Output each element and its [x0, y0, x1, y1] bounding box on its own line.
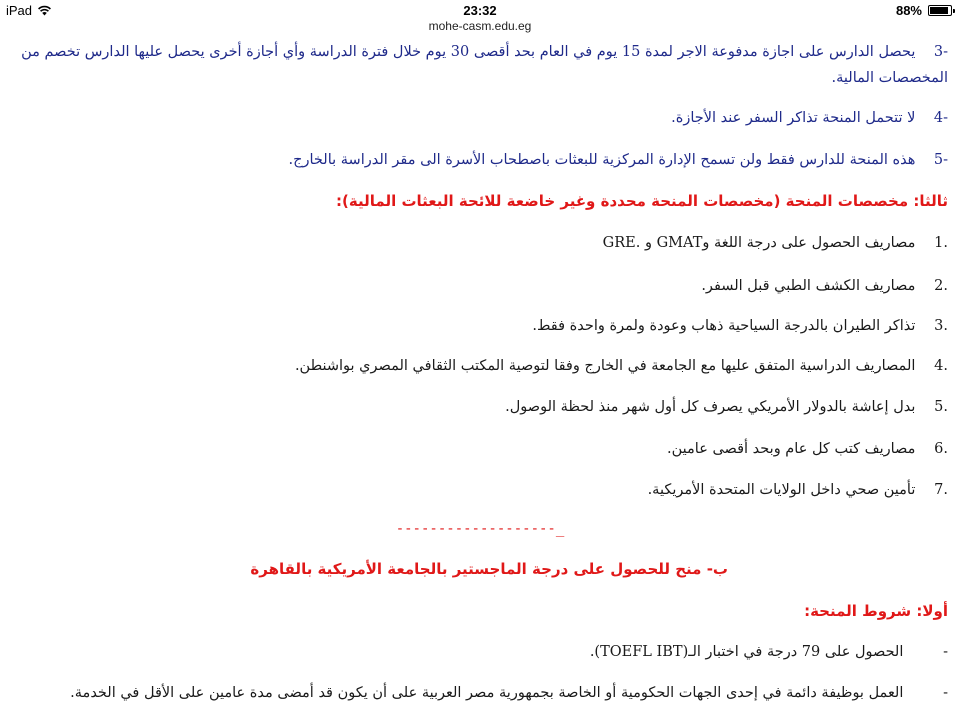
- section-heading: ب- منح للحصول على درجة الماجستير بالجامعة الأمريكية بالقاهرة: [250, 560, 728, 578]
- item-text: مصاريف الكشف الطبي قبل السفر.: [701, 278, 916, 294]
- allowance-item: [701, 273, 948, 299]
- item-text: تأمين صحي داخل الولايات المتحدة الأمريكية.: [647, 482, 916, 498]
- address-bar[interactable]: [0, 19, 960, 37]
- allowance-item: [667, 436, 948, 462]
- item-number: 2.: [934, 278, 948, 294]
- allowance-item: [603, 230, 948, 256]
- allowance-item: [532, 313, 948, 339]
- bullet: -: [943, 644, 948, 660]
- battery-percent: 88%: [895, 3, 922, 18]
- item-text: العمل بوظيفة دائمة في إحدى الجهات الحكومية أو الخاصة بجمهورية مصر العربية على أن يكون قد أمضى مدة عامين على الأقل في الخدمة.: [70, 685, 904, 701]
- item-number: 7.: [934, 482, 948, 498]
- item-number: 3.: [934, 318, 948, 334]
- item-number: 6.: [934, 441, 948, 457]
- device-name: iPad: [6, 3, 33, 18]
- item-text: يحصل الدارس على اجازة مدفوعة الاجر لمدة 15 يوم في العام بحد أقصى 30 يوم خلال فترة الدراسة وأي أجازة أخرى يحصل عليها الدارس تخصم من المخصصات المالية.: [21, 44, 948, 86]
- section-separator: -------------------_: [395, 521, 565, 537]
- item-text: تذاكر الطيران بالدرجة السياحية ذهاب وعودة ولمرة واحدة فقط.: [532, 318, 916, 334]
- item-text: الحصول على 79 درجة في اختبار الـ(TOEFL IBT).: [589, 644, 904, 660]
- list-item: [671, 105, 948, 131]
- status-time: 23:32: [463, 3, 497, 18]
- item-number: 5-: [933, 152, 948, 168]
- battery-icon: [928, 5, 952, 16]
- list-item: [18, 39, 948, 91]
- item-number: 3-: [933, 44, 948, 60]
- document-body: [0, 37, 960, 720]
- allowance-item: [295, 353, 948, 379]
- item-text: مصاريف الحصول على درجة اللغة وGMAT و .GRE: [602, 235, 916, 251]
- item-text: لا تتحمل المنحة تذاكر السفر عند الأجازة.: [671, 110, 916, 126]
- item-text: المصاريف الدراسية المتفق عليها مع الجامعة في الخارج وفقا لتوصية المكتب الثقافي المصري بواشنطن.: [294, 358, 916, 374]
- item-number: 1.: [934, 235, 948, 251]
- list-item: [289, 147, 948, 173]
- condition-item: [590, 639, 948, 665]
- item-text: بدل إعاشة بالدولار الأمريكي يصرف كل أول شهر منذ لحظة الوصول.: [505, 399, 916, 415]
- status-bar: [0, 0, 960, 20]
- battery-fill: [930, 7, 948, 14]
- allowance-item: [648, 477, 948, 503]
- condition-item: [70, 680, 948, 706]
- item-number: 4-: [933, 110, 948, 126]
- item-number: 5.: [934, 399, 948, 415]
- conditions-heading: أولا: شروط المنحة:: [804, 602, 948, 620]
- item-text: مصاريف كتب كل عام وبحد أقصى عامين.: [666, 441, 916, 457]
- item-number: 4.: [934, 358, 948, 374]
- section-heading: ثالثا: مخصصات المنحة (مخصصات المنحة محددة وغير خاضعة للائحة البعثات المالية):: [336, 192, 948, 210]
- item-text: هذه المنحة للدارس فقط ولن تسمح الإدارة المركزية للبعثات باصطحاب الأسرة الى مقر الدراسة بالخارج.: [288, 152, 916, 168]
- url-text[interactable]: mohe-casm.edu.eg: [428, 19, 532, 33]
- status-right: [896, 3, 952, 18]
- bullet: -: [943, 685, 948, 701]
- allowance-item: [505, 394, 948, 420]
